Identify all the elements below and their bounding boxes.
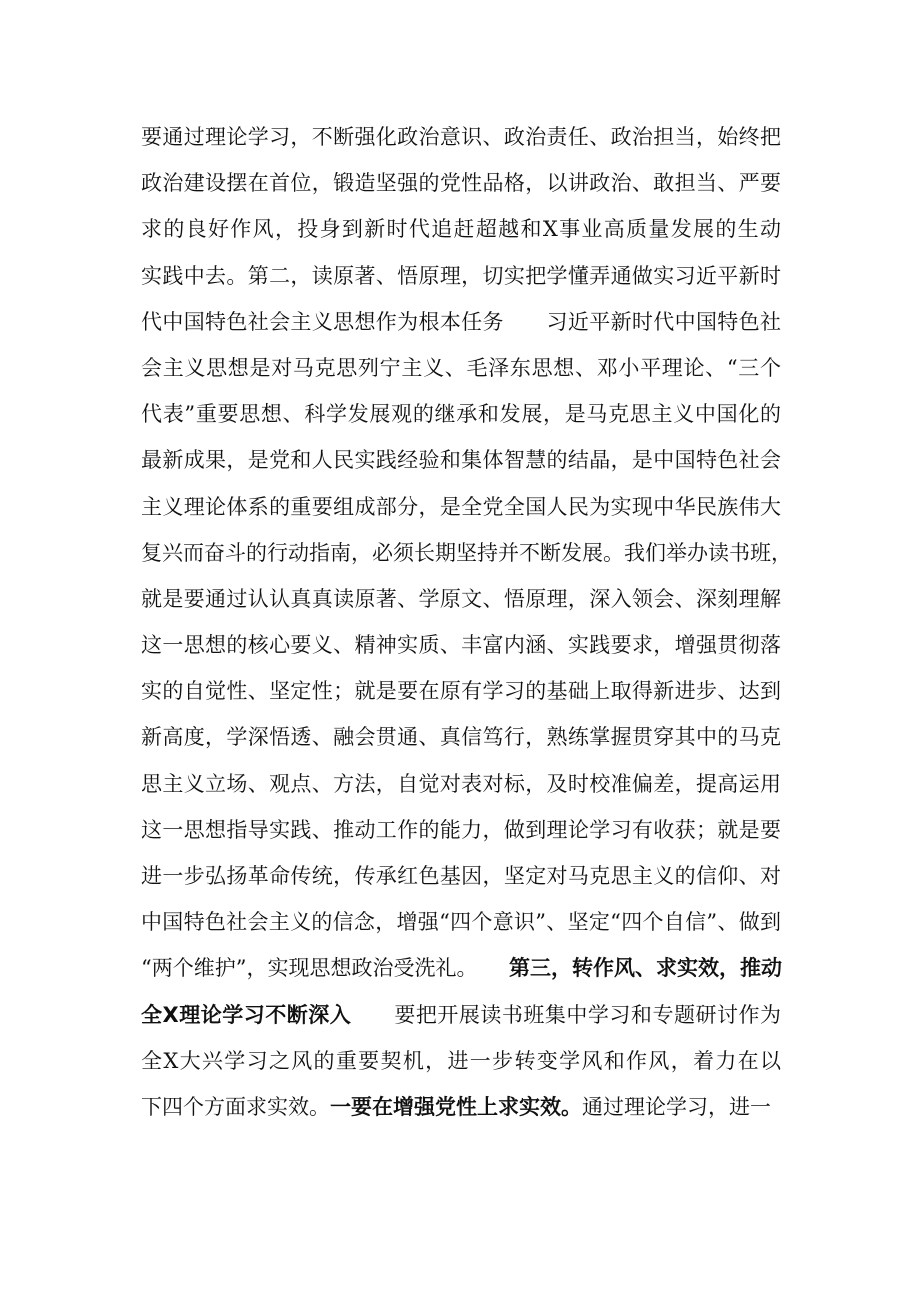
- text-line: 最新成果，是党和人民实践经验和集体智慧的结晶，是中国特色社会: [141, 448, 781, 473]
- text-line: 进一步弘扬革命传统，传承红色基因，坚定对马克思主义的信仰、对: [141, 864, 781, 888]
- section-heading-part: 全X理论学习不断深入: [141, 1002, 352, 1027]
- text-line: 就是要通过认认真真读原著、学原文、悟原理，深入领会、深刻理解: [141, 586, 781, 611]
- text-line: 求的良好作风，投身到新时代追赶超越和X事业高质量发展的生动: [141, 217, 781, 242]
- text-line: 这一思想指导实践、推动工作的能力，做到理论学习有收获；就是要: [141, 817, 781, 842]
- text-line-mixed: [141, 945, 781, 991]
- text-line: 实的自觉性、坚定性；就是要在原有学习的基础上取得新进步、达到: [141, 679, 781, 704]
- body-text: 要把开展读书班集中学习和专题研讨作为: [351, 1002, 781, 1027]
- body-text: 下四个方面求实效。: [141, 1094, 330, 1119]
- text-line: 新高度，学深悟透、融会贯通、真信笃行，熟练掌握贯穿其中的马克: [141, 725, 781, 750]
- body-text: “两个维护”，实现思想政治受洗礼。: [141, 956, 509, 981]
- text-line: 中国特色社会主义的信念，增强“四个意识”、坚定“四个自信”、做到: [141, 910, 781, 935]
- text-line: 政治建设摆在首位，锻造坚强的党性品格，以讲政治、敢担当、严要: [141, 171, 781, 196]
- section-heading-part: 第三，转作风、求实效，推动: [508, 956, 782, 981]
- text-line: 主义理论体系的重要组成部分，是全党全国人民为实现中华民族伟大: [141, 494, 781, 519]
- text-line-mixed: [141, 1084, 781, 1130]
- text-line: 实践中去。第二，读原著、悟原理，切实把学懂弄通做实习近平新时: [141, 263, 781, 288]
- text-line: 复兴而奋斗的行动指南，必须长期坚持并不断发展。我们举办读书班，: [141, 540, 792, 565]
- text-line: 代表”重要思想、科学发展观的继承和发展，是马克思主义中国化的: [141, 402, 781, 427]
- text-line: 思主义立场、观点、方法，自觉对表对标，及时校准偏差，提高运用: [141, 771, 781, 796]
- text-line: 这一思想的核心要义、精神实质、丰富内涵、实践要求，增强贯彻落: [141, 633, 781, 658]
- text-line: 要通过理论学习，不断强化政治意识、政治责任、政治担当，始终把: [141, 125, 781, 149]
- text-line: 会主义思想是对马克思列宁主义、毛泽东思想、邓小平理论、“三个: [141, 355, 781, 380]
- text-line-mixed: [141, 992, 781, 1038]
- emphasis-text: 一要在增强党性上求实效。: [330, 1094, 582, 1119]
- document-body: [141, 114, 792, 1130]
- body-text: 通过理论学习，进一: [582, 1094, 771, 1119]
- text-line: 全X大兴学习之风的重要契机，进一步转变学风和作风，着力在以: [141, 1048, 781, 1073]
- text-line: 代中国特色社会主义思想作为根本任务 习近平新时代中国特色社: [141, 309, 781, 334]
